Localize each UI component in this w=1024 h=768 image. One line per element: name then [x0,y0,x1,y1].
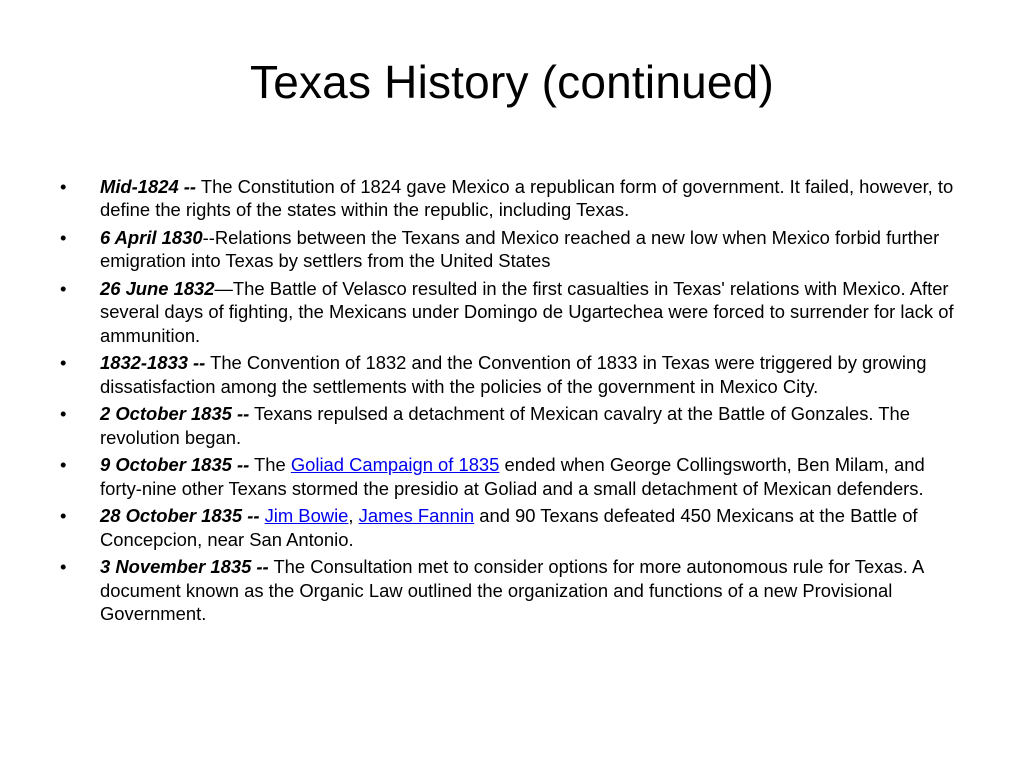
bullet-icon: • [60,227,67,248]
timeline-date: 6 April 1830 [100,227,203,248]
bullet-icon: • [60,352,67,374]
timeline-date: 9 October 1835 -- [100,454,250,476]
timeline-item-26-june-1832 [60,277,970,347]
bullet-icon: • [60,454,67,476]
timeline-date: 28 October 1835 -- [100,505,260,527]
timeline-date: Mid-1824 -- [100,176,197,197]
timeline-item-3-november-1835 [60,555,970,625]
timeline-text: --Relations between the Texans and Mexico reached a new low when Mexico forbid further emigration into Texas by settlers from the United States [100,227,940,272]
timeline-text: and 90 Texans defeated 450 Mexicans at the Battle of Concepcion, near San Antonio. [100,505,918,550]
bullet-icon: • [60,278,67,299]
timeline-date: 1832-1833 -- [100,352,206,374]
timeline-item-6-april-1830 [60,226,970,273]
bullet-icon: • [60,556,67,578]
bullet-icon: • [60,505,67,527]
timeline-date: 2 October 1835 -- [100,403,250,425]
bullet-icon: • [60,403,67,425]
james-fannin-link[interactable]: James Fannin [358,505,475,527]
slide-title: Texas History (continued) [250,56,774,108]
timeline-text: The [254,454,291,476]
timeline-item-mid-1824 [60,175,970,222]
timeline-text: The Constitution of 1824 gave Mexico a republican form of government. It failed, however, to define the rights of the states within the republic, including Texas. [100,176,954,221]
timeline-date: 3 November 1835 -- [100,556,269,578]
timeline-bullet-list [60,175,970,630]
timeline-text: The Consultation met to consider options for more autonomous rule for Texas. A document known as the Organic Law outlined the organization and functions of a new Provisional Government. [100,556,924,625]
bullet-icon: • [60,176,67,197]
timeline-text: —The Battle of Velasco resulted in the first casualties in Texas' relations with Mexico. After several days of fighting, the Mexicans under Domingo de Ugartechea were forced to surrender for lack of ammunition. [100,278,954,346]
timeline-text: Texans repulsed a detachment of Mexican cavalry at the Battle of Gonzales. The revolution began. [100,403,910,448]
timeline-text: , [348,505,359,527]
goliad-campaign-link[interactable]: Goliad Campaign of 1835 [290,454,500,476]
timeline-item-28-october-1835 [60,504,970,551]
jim-bowie-link[interactable]: Jim Bowie [264,505,349,527]
timeline-item-2-october-1835 [60,402,970,449]
timeline-item-9-october-1835 [60,453,970,500]
timeline-date: 26 June 1832 [100,278,215,299]
timeline-item-1832-1833 [60,351,970,398]
timeline-text: ended when George Collingsworth, Ben Milam, and forty-nine other Texans stormed the presidio at Goliad and a small detachment of Mexican defenders. [100,454,925,499]
timeline-text: The Convention of 1832 and the Convention of 1833 in Texas were triggered by growing dissatisfaction among the settlements with the policies of the government in Mexico City. [100,352,927,397]
